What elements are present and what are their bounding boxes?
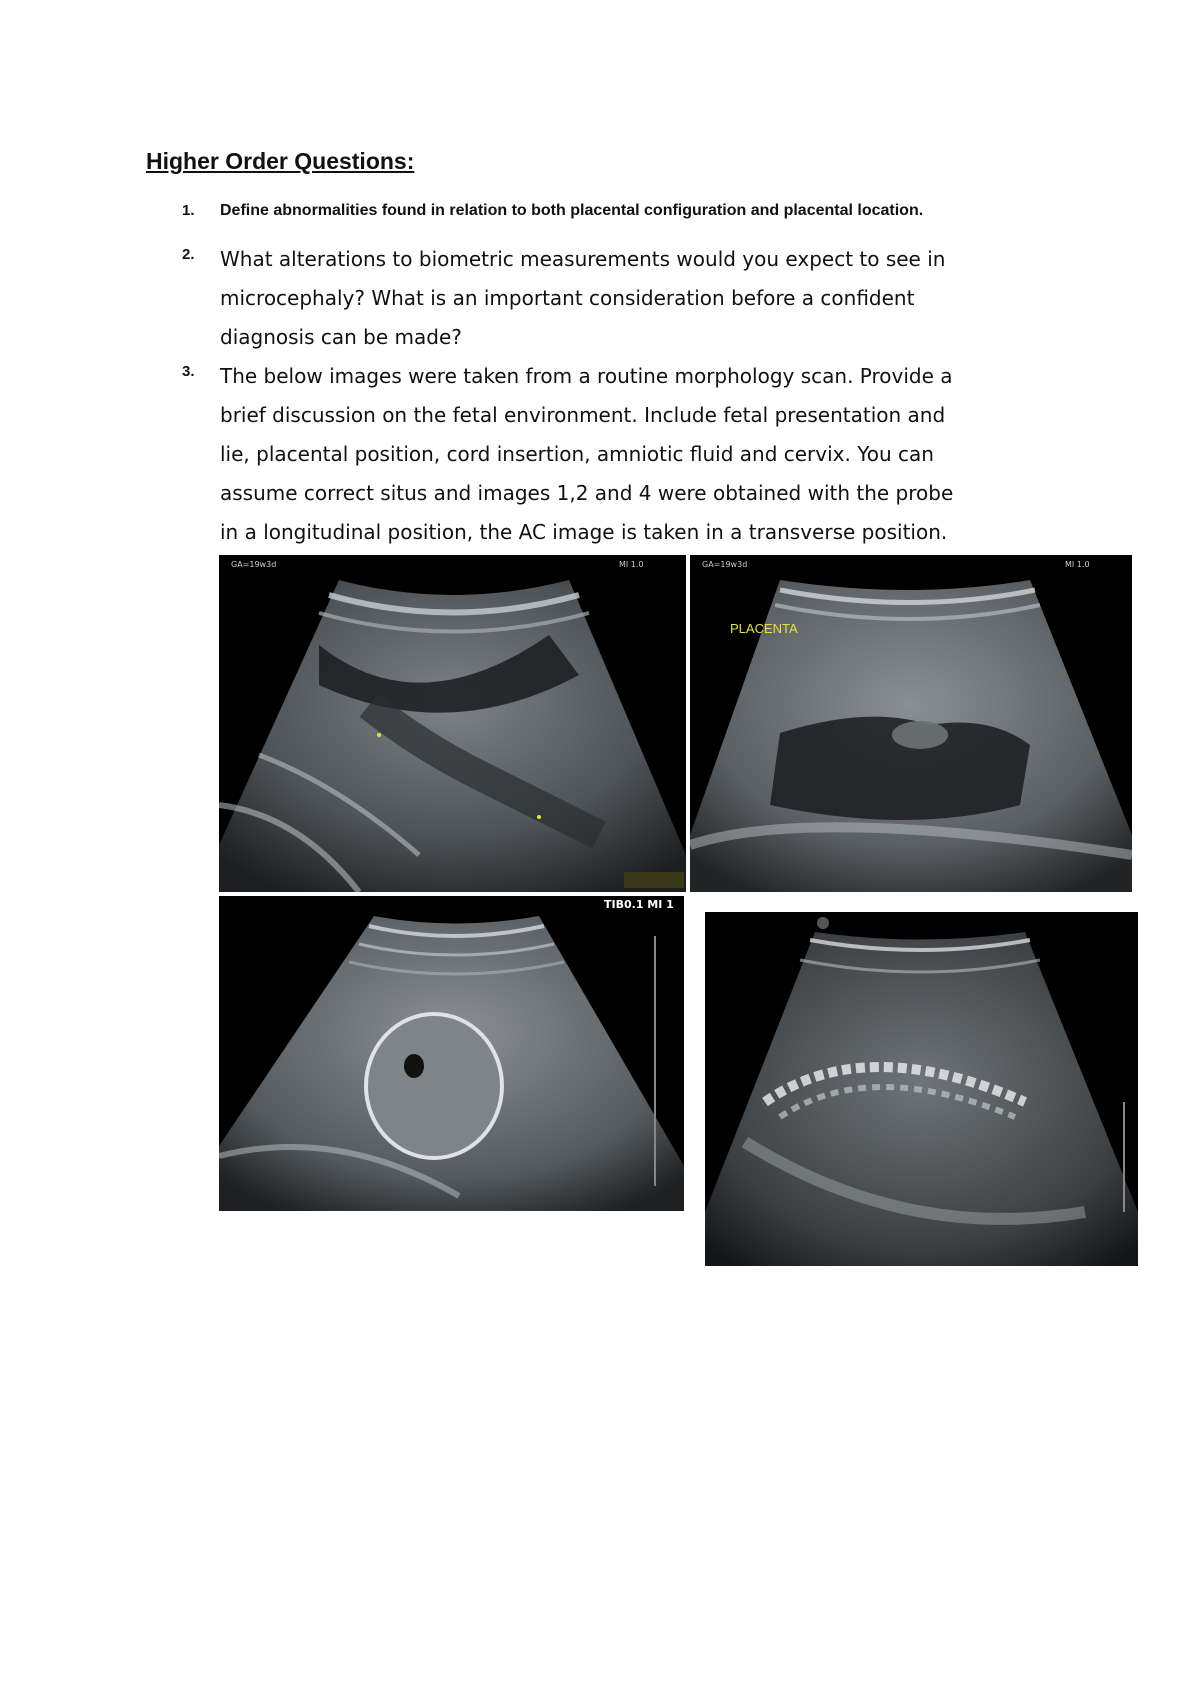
ultrasound-image-cervix <box>219 555 686 892</box>
question-line: microcephaly? What is an important consideration before a confident <box>220 286 915 310</box>
question-text <box>220 240 1080 357</box>
ultrasound-image-spine <box>705 912 1138 1266</box>
svg-text:GA=19w3d: GA=19w3d <box>702 560 748 569</box>
svg-text:MI 1.0: MI 1.0 <box>1065 560 1090 569</box>
question-line: diagnosis can be made? <box>220 325 462 349</box>
page-title: Higher Order Questions: <box>146 148 415 174</box>
ultrasound-image-abdomen <box>219 896 684 1211</box>
ultrasound-image-placenta <box>690 555 1132 892</box>
question-number: 3. <box>182 363 195 380</box>
question-number: 2. <box>182 246 195 263</box>
question-text: Define abnormalities found in relation to both placental configuration and placental location. <box>220 202 924 219</box>
question-line: in a longitudinal position, the AC image is taken in a transverse position. <box>220 520 948 544</box>
question-line: brief discussion on the fetal environment. Include fetal presentation and <box>220 403 946 427</box>
svg-text:GA=19w3d: GA=19w3d <box>231 560 277 569</box>
question-line: lie, placental position, cord insertion, amniotic fluid and cervix. You can <box>220 442 934 466</box>
question-text <box>220 357 1080 552</box>
question-line: assume correct situs and images 1,2 and 4 were obtained with the probe <box>220 481 954 505</box>
svg-text:MI 1.0: MI 1.0 <box>619 560 644 569</box>
question-line: The below images were taken from a routine morphology scan. Provide a <box>220 364 953 388</box>
placenta-label: PLACENTA <box>730 621 798 636</box>
question-number: 1. <box>182 202 195 219</box>
question-line: What alterations to biometric measurements would you expect to see in <box>220 247 946 271</box>
scan-header: TIB0.1 MI 1 <box>604 898 674 911</box>
